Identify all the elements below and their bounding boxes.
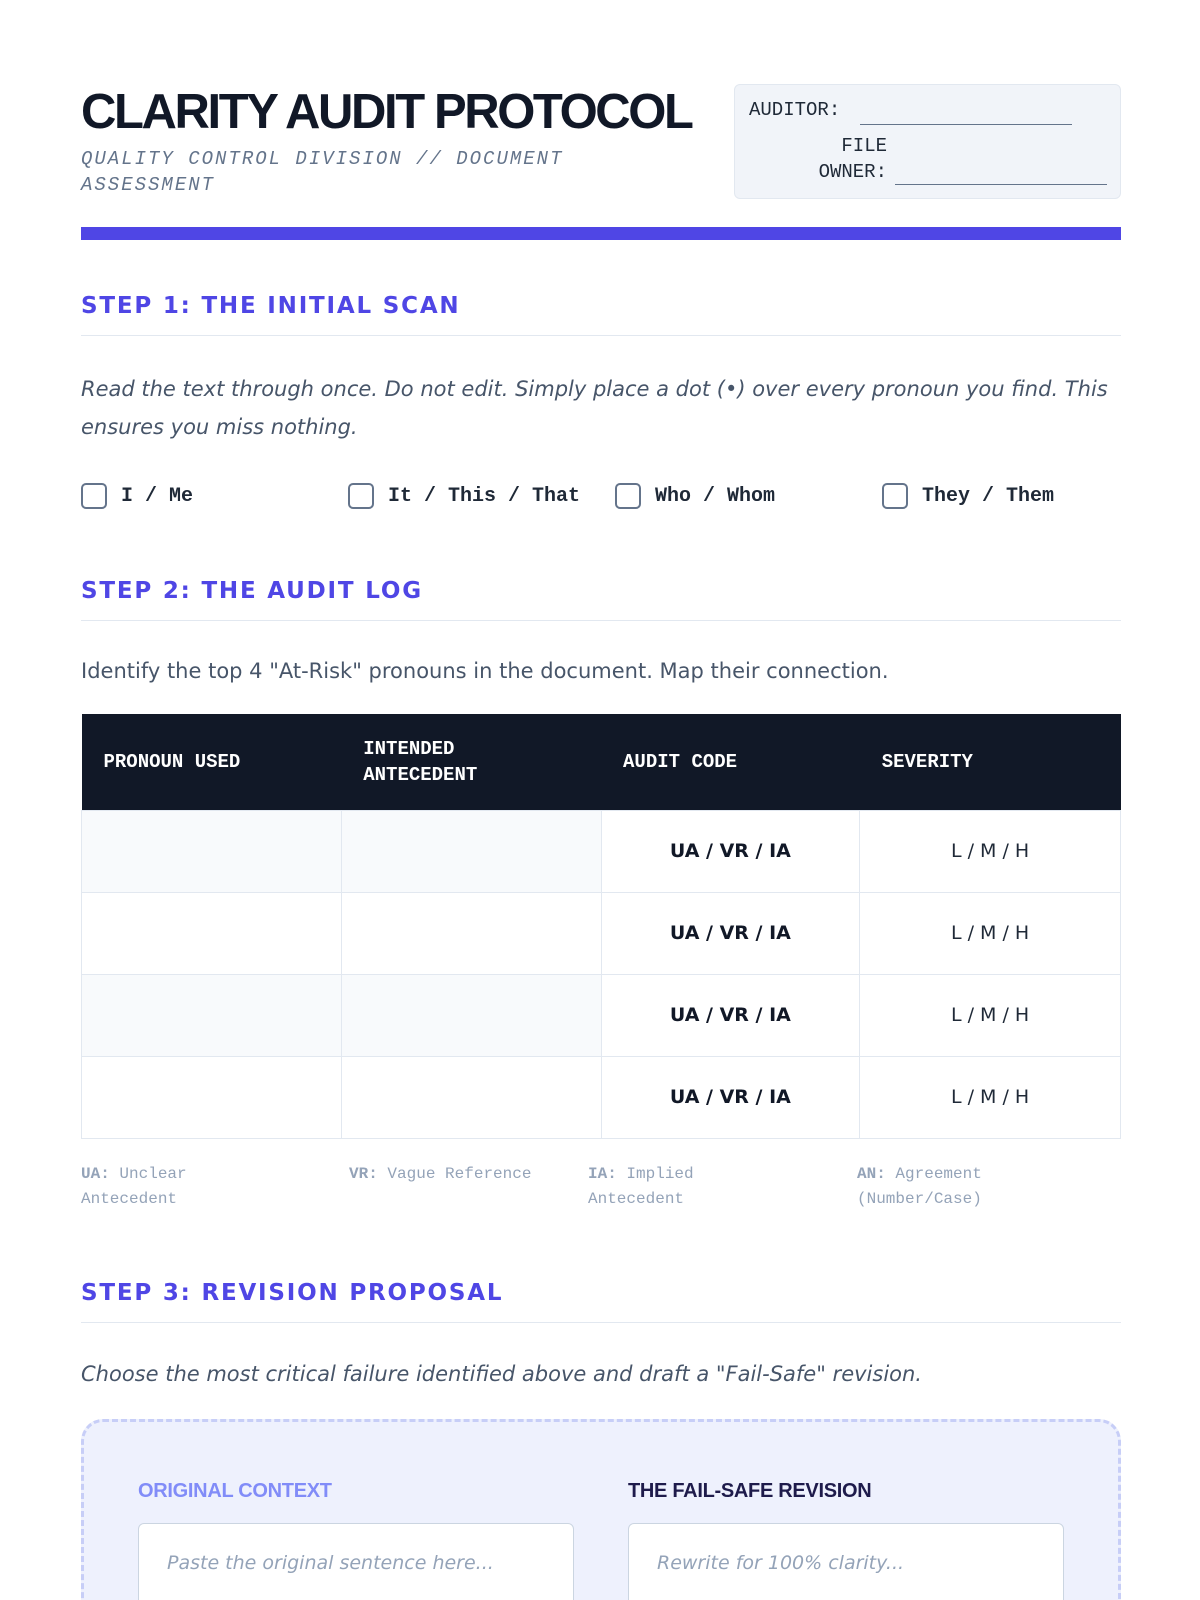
pronoun-cell[interactable] xyxy=(82,810,342,892)
step2-instruction: Identify the top 4 "At-Risk" pronouns in the document. Map their connection. xyxy=(81,659,889,683)
audit-code-legend xyxy=(81,1162,1121,1214)
column-header-antecedent: INTENDED ANTECEDENT xyxy=(341,714,601,810)
antecedent-cell[interactable] xyxy=(341,892,601,974)
checkbox-who-whom[interactable] xyxy=(615,483,775,509)
file-owner-field[interactable] xyxy=(895,184,1107,185)
step3-heading: STEP 3: REVISION PROPOSAL xyxy=(81,1280,1121,1323)
audit-code-cell[interactable]: UA / VR / IA xyxy=(601,974,860,1056)
severity-cell[interactable]: L / M / H xyxy=(860,1056,1121,1138)
legend-item xyxy=(857,1162,1097,1212)
legend-item xyxy=(349,1162,549,1187)
severity-cell[interactable]: L / M / H xyxy=(860,810,1121,892)
checkbox-i-me[interactable] xyxy=(81,483,193,509)
fail-safe-revision-label: THE FAIL-SAFE REVISION xyxy=(628,1480,872,1502)
legend-code: VR: xyxy=(349,1165,378,1183)
original-context-column xyxy=(138,1480,574,1600)
auditor-info-box xyxy=(734,84,1121,199)
original-context-label: ORIGINAL CONTEXT xyxy=(138,1480,332,1502)
checkbox-they-them[interactable] xyxy=(882,483,1054,509)
document-header xyxy=(81,84,1121,214)
fail-safe-revision-column xyxy=(628,1480,1064,1600)
auditor-field[interactable] xyxy=(860,124,1072,125)
table-row xyxy=(82,1056,1121,1138)
antecedent-cell[interactable] xyxy=(341,974,601,1056)
checkbox-box[interactable] xyxy=(615,483,641,509)
column-header-severity: SEVERITY xyxy=(860,714,1121,810)
checkbox-label: Who / Whom xyxy=(655,484,776,508)
severity-cell[interactable]: L / M / H xyxy=(860,974,1121,1056)
table-row xyxy=(82,892,1121,974)
checkbox-label: They / Them xyxy=(922,484,1055,508)
page-subtitle: QUALITY CONTROL DIVISION // DOCUMENT ASSESSMENT xyxy=(81,148,564,196)
audit-code-cell[interactable]: UA / VR / IA xyxy=(601,892,860,974)
column-header-pronoun: PRONOUN USED xyxy=(82,714,342,810)
checkbox-it-this-that[interactable] xyxy=(348,483,580,509)
checkbox-label: I / Me xyxy=(121,484,194,508)
file-owner-label: FILE OWNER: xyxy=(818,135,887,183)
checkbox-label: It / This / That xyxy=(388,484,581,508)
table-row xyxy=(82,810,1121,892)
antecedent-cell[interactable] xyxy=(341,1056,601,1138)
step2-heading: STEP 2: THE AUDIT LOG xyxy=(81,578,1121,621)
table-row xyxy=(82,974,1121,1056)
legend-code: IA: xyxy=(588,1165,617,1183)
step1-instruction: Read the text through once. Do not edit. Simply place a dot (•) over every pronoun you find. This ensures you miss nothing. xyxy=(81,377,1108,439)
accent-divider xyxy=(81,227,1121,240)
checkbox-box[interactable] xyxy=(882,483,908,509)
legend-code: UA: xyxy=(81,1165,110,1183)
pronoun-cell[interactable] xyxy=(82,974,342,1056)
audit-log-table xyxy=(81,714,1121,1139)
fail-safe-revision-field[interactable]: Rewrite for 100% clarity... xyxy=(628,1523,1064,1600)
original-context-field[interactable]: Paste the original sentence here... xyxy=(138,1523,574,1600)
step1-heading: STEP 1: THE INITIAL SCAN xyxy=(81,293,1121,336)
checkbox-box[interactable] xyxy=(348,483,374,509)
checkbox-box[interactable] xyxy=(81,483,107,509)
pronoun-cell[interactable] xyxy=(82,1056,342,1138)
legend-meaning: Vague Reference xyxy=(387,1165,532,1183)
pronoun-checklist xyxy=(81,483,1121,513)
pronoun-cell[interactable] xyxy=(82,892,342,974)
antecedent-cell[interactable] xyxy=(341,810,601,892)
step3-instruction: Choose the most critical failure identified above and draft a "Fail-Safe" revision. xyxy=(81,1362,922,1386)
page-title: CLARITY AUDIT PROTOCOL xyxy=(81,85,692,139)
legend-meaning: Agreement (Number/Case) xyxy=(857,1165,982,1208)
legend-meaning: Unclear Antecedent xyxy=(81,1165,187,1208)
legend-meaning: Implied Antecedent xyxy=(588,1165,694,1208)
legend-item xyxy=(81,1162,281,1212)
column-header-audit-code: AUDIT CODE xyxy=(601,714,860,810)
severity-cell[interactable]: L / M / H xyxy=(860,892,1121,974)
legend-item xyxy=(588,1162,788,1212)
audit-code-cell[interactable]: UA / VR / IA xyxy=(601,1056,860,1138)
audit-code-cell[interactable]: UA / VR / IA xyxy=(601,810,860,892)
table-header-row xyxy=(82,714,1121,810)
revision-panel xyxy=(81,1419,1121,1600)
legend-code: AN: xyxy=(857,1165,886,1183)
auditor-label: AUDITOR: xyxy=(749,99,841,121)
